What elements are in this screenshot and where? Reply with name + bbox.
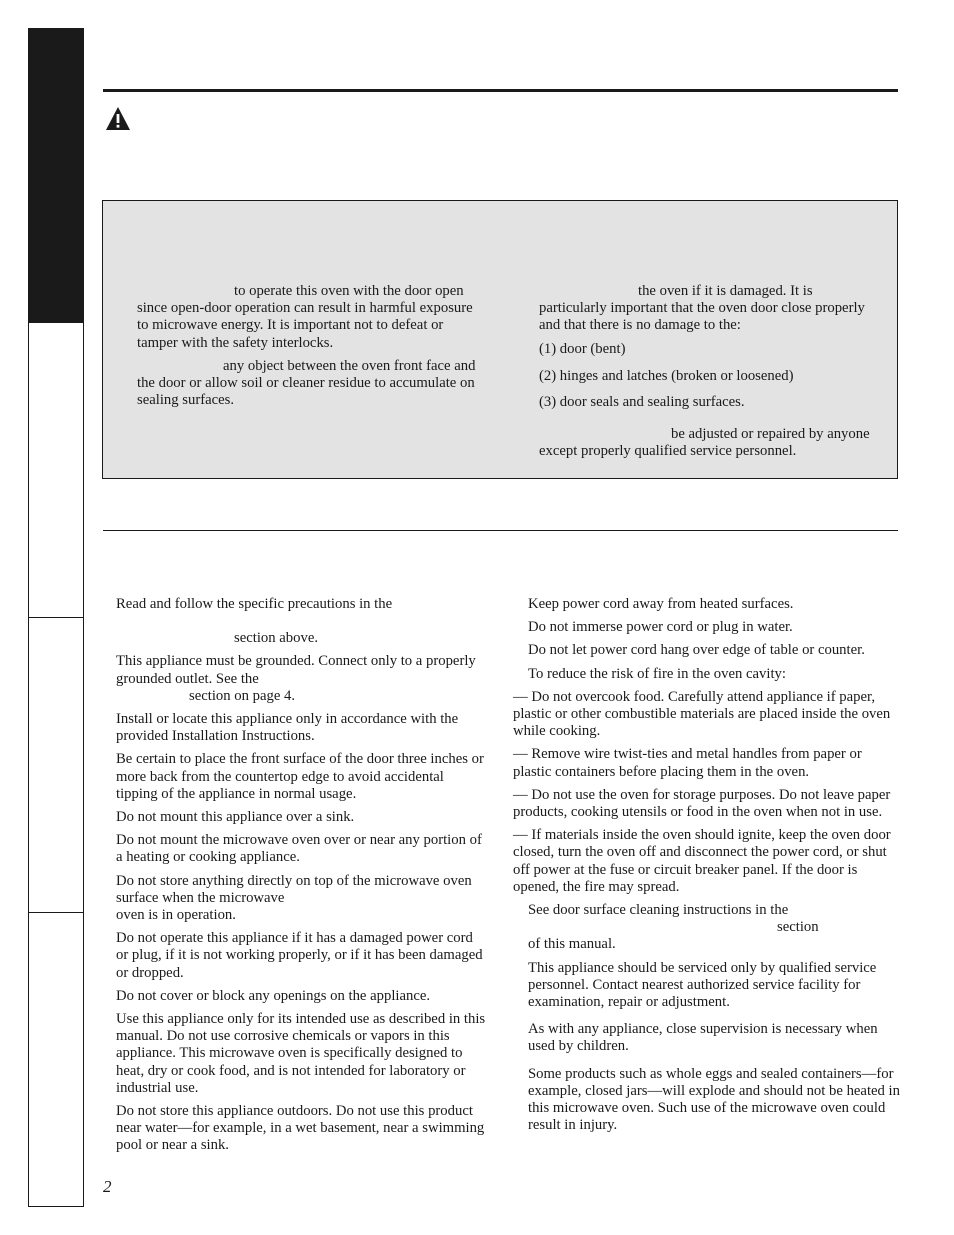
- instruction-item: Do not store anything directly on top of the microwave oven surface when the microwave: [116, 872, 472, 906]
- fire-risk-subitem: — Remove wire twist-ties and metal handles from paper or plastic containers before placing them in the oven.: [513, 746, 862, 780]
- instruction-item: Do not mount this appliance over a sink.: [116, 809, 355, 826]
- instruction-item: Read and follow the specific precautions in the: [116, 596, 393, 612]
- side-tab-strip: [28, 28, 84, 1206]
- side-tab-active: [28, 28, 84, 323]
- instruction-item-continued: of this manual.: [528, 936, 616, 953]
- instruction-item-continued: section above.: [234, 630, 319, 647]
- instruction-item-continued: section on page 4.: [189, 687, 296, 704]
- instruction-item: Some products such as whole eggs and sealed containers—for example, closed jars—will explode and should not be heated in this microwave oven. Such use of the microwave oven could result in injury.: [528, 1065, 900, 1134]
- instruction-item: Do not operate this appliance if it has a damaged power cord or plug, if it is not working properly, or if it has been damaged or dropped.: [116, 930, 483, 981]
- instruction-item: Install or locate this appliance only in accordance with the provided Installation Instructions.: [116, 711, 459, 745]
- instruction-item: Do not let power cord hang over edge of table or counter.: [528, 642, 865, 659]
- safety-paragraph: any object between the oven front face and the door or allow soil or cleaner residue to accumulate on sealing surfaces.: [137, 357, 476, 409]
- fire-risk-subitem: — Do not use the oven for storage purposes. Do not leave paper products, cooking utensils or food in the oven when not in use.: [513, 786, 891, 821]
- safety-paragraph: the oven if it is damaged. It is particularly important that the oven door close properly and that there is no damage to the:: [539, 283, 865, 334]
- instruction-item: See door surface cleaning instructions in the: [528, 902, 789, 919]
- damage-item: (2) hinges and latches (broken or loosened): [539, 367, 794, 384]
- safety-box-left-text: [137, 283, 487, 409]
- instruction-item: Do not store this appliance outdoors. Do not use this product near water—for example, in a wet basement, near a swimming pool or near a sink.: [116, 1103, 485, 1154]
- safety-paragraph: be adjusted or repaired by anyone except properly qualified service personnel.: [539, 426, 870, 460]
- damage-item: (1) door (bent): [539, 340, 626, 357]
- instruction-item: Do not mount the microwave oven over or near any portion of a heating or cooking appliance.: [116, 832, 482, 866]
- instruction-item: Be certain to place the front surface of the door three inches or more back from the countertop edge to avoid accidental tipping of the appliance in normal usage.: [116, 751, 484, 802]
- instruction-item: To reduce the risk of fire in the oven cavity:: [528, 665, 786, 682]
- instruction-item: Do not cover or block any openings on the appliance.: [116, 987, 431, 1004]
- fire-risk-subitem: — If materials inside the oven should ignite, keep the oven door closed, turn the oven off and disconnect the power cord, or shut off power at the fuse or circuit breaker panel. If the door is opened, the fire may spread.: [513, 827, 891, 895]
- page-number: 2: [103, 1177, 112, 1196]
- side-tab: [28, 322, 84, 618]
- instruction-item: Use this appliance only for its intended use as described in this manual. Do not use corrosive chemicals or vapors in this appliance. This microwave oven is specifically designed to heat, dry or cook food, and is not intended for laboratory or industrial use.: [116, 1011, 486, 1096]
- instruction-item: This appliance must be grounded. Connect only to a properly grounded outlet. See the: [116, 653, 476, 687]
- section-rule: [103, 530, 898, 531]
- side-tab: [28, 912, 84, 1207]
- instruction-item: As with any appliance, close supervision is necessary when used by children.: [528, 1021, 878, 1055]
- instruction-item-continued: oven is in operation.: [116, 907, 236, 924]
- fire-risk-subitem: — Do not overcook food. Carefully attend appliance if paper, plastic or other combustible materials are placed inside the oven while cooking.: [513, 688, 891, 740]
- instruction-item-continued: section: [777, 919, 819, 936]
- safety-paragraph: to operate this oven with the door open since open-door operation can result in harmful exposure to microwave energy. It is important not to defeat or tamper with the safety interlocks.: [137, 283, 473, 351]
- side-tab: [28, 617, 84, 913]
- damage-item: (3) door seals and sealing surfaces.: [539, 394, 745, 411]
- header-rule: [103, 89, 898, 92]
- safety-box-right-text: [539, 283, 879, 461]
- instruction-item: This appliance should be serviced only by qualified service personnel. Contact nearest authorized service facility for examination, repair or adjustment.: [528, 959, 877, 1011]
- instruction-item: Keep power cord away from heated surfaces.: [528, 596, 794, 612]
- instructions-left-column: [116, 596, 488, 1155]
- instruction-item: Do not immerse power cord or plug in water.: [528, 619, 793, 636]
- warning-icon: [105, 106, 131, 132]
- instructions-right-column: [513, 596, 900, 1134]
